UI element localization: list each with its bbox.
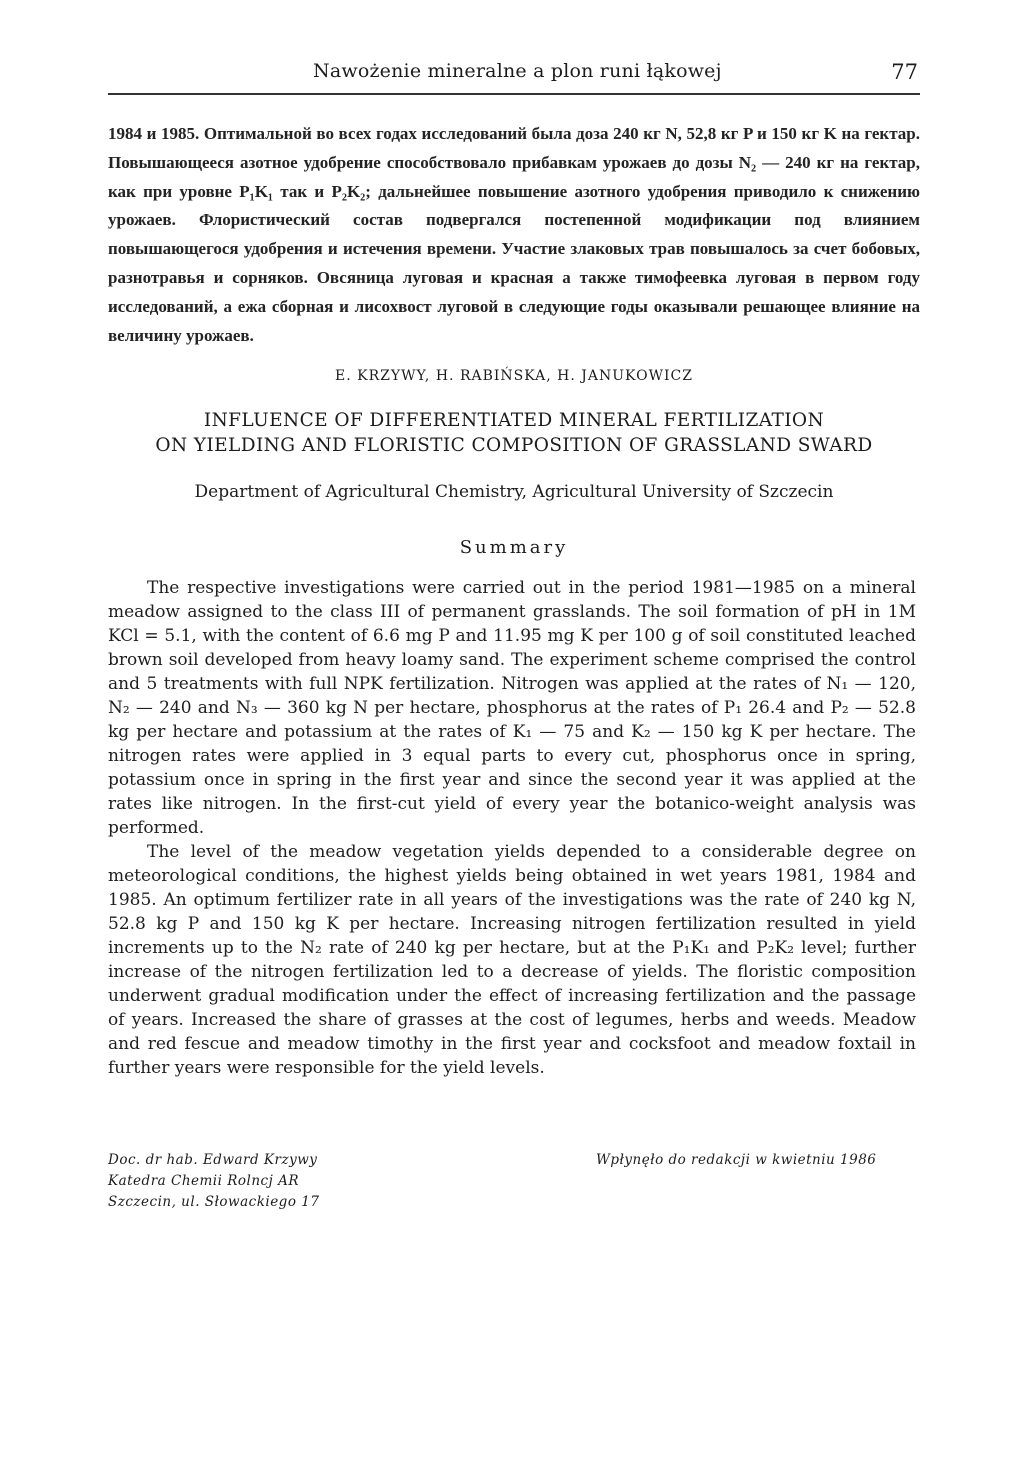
article-authors: E. KRZYWY, H. RABIŃSKA, H. JANUKOWICZ — [335, 368, 693, 384]
summary-paragraph-1: The respective investigations were carried out in the period 1981—1985 on a mineral meadow assigned to the class III of permanent grasslands. The soil formation of pH in 1M KCl = 5.1, with the content of 6.6 mg P and 11.95 mg K per 100 g of soil constituted leached brown soil developed from heavy loamy sand. The experiment scheme comprised the control and 5 treatments with full NPK fertilization. Nitrogen was applied at the rates of N₁ — 120, N₂ — 240 and N₃ — 360 kg N per hectare, phosphorus at the rates of P₁ 26.4 and P₂ — 52.8 kg per hectare and potassium at the rates of K₁ — 75 and K₂ — 150 kg K per hectare. The nitrogen rates were applied in 3 equal parts to every cut, phosphorus once in spring, potassium once in spring in the first year and since the second year it was applied at the rates like nitrogen. In the first-cut yield of every year the botanico-weight analysis was performed. — [108, 578, 916, 838]
page-number: 77 — [891, 60, 918, 84]
russian-summary-text: 1984 и 1985. Оптимальной во всех годах исследований была доза 240 кг N, 52,8 кг P и 150 кг K на гектар. Повышающееся азотное удобрение способствовало прибавкам урожаев до дозы N₂ — 240 кг на гектар, как при уровне P₁K₁ так и P₂K₂; дальнейшее повышение азотного удобрения приводило к снижению урожаев. Флористический состав подвергался постепенной модификации под влиянием повышающегося удобрения и истечения времени. Участие злаковых трав повышалось за счет бобовых, разнотравья и сорняков. Овсяница луговая и красная а также тимофеевка луговая в первом году исследований, а ежа сборная и лисохвост луговой в следующие годы оказывали решающее влияние на величину урожаев. — [108, 124, 920, 345]
summary-paragraph-2: The level of the meadow vegetation yields depended to a considerable degree on meteorological conditions, the highest yields being obtained in wet years 1981, 1984 and 1985. An optimum fertilizer rate in all years of the investigations was the rate of 240 kg N, 52.8 kg P and 150 kg K per hectare. Increasing nitrogen fertilization resulted in yield increments up to the N₂ rate of 240 kg per hectare, but at the P₁K₁ and P₂K₂ level; further increase of the nitrogen fertilization led to a decrease of yields. The floristic composition underwent gradual modification under the effect of increasing fertilization and the passage of years. Increased the share of grasses at the cost of legumes, herbs and weeds. Meadow and red fescue and meadow timothy in the first year and cocksfoot and meadow foxtail in further years were responsible for the yield levels. — [108, 842, 916, 1078]
address-line-2: Katedra Chemii Rolncj AR — [108, 1173, 299, 1189]
running-header — [108, 60, 918, 94]
title-line-1: INFLUENCE OF DIFFERENTIATED MINERAL FERTILIZATION — [203, 410, 825, 431]
header-rule — [108, 93, 920, 95]
address-line-3: Szczecin, ul. Słowackiego 17 — [108, 1194, 320, 1210]
summary-heading: Summary — [459, 537, 569, 558]
address-line-1: Doc. dr hab. Edward Krzywy — [108, 1152, 318, 1168]
summary-body — [108, 576, 916, 1080]
author-address — [108, 1150, 528, 1213]
running-title: Nawożenie mineralne a plon runi łąkowej — [313, 60, 722, 82]
title-line-2: ON YIELDING AND FLORISTIC COMPOSITION OF GRASSLAND SWARD — [155, 435, 873, 456]
received-date: Wpłynęło do redakcji w kwietniu 1986 — [596, 1152, 877, 1168]
department-affiliation: Department of Agricultural Chemistry, Agricultural University of Szczecin — [194, 482, 834, 502]
russian-summary — [108, 120, 920, 350]
article-title — [108, 408, 920, 458]
